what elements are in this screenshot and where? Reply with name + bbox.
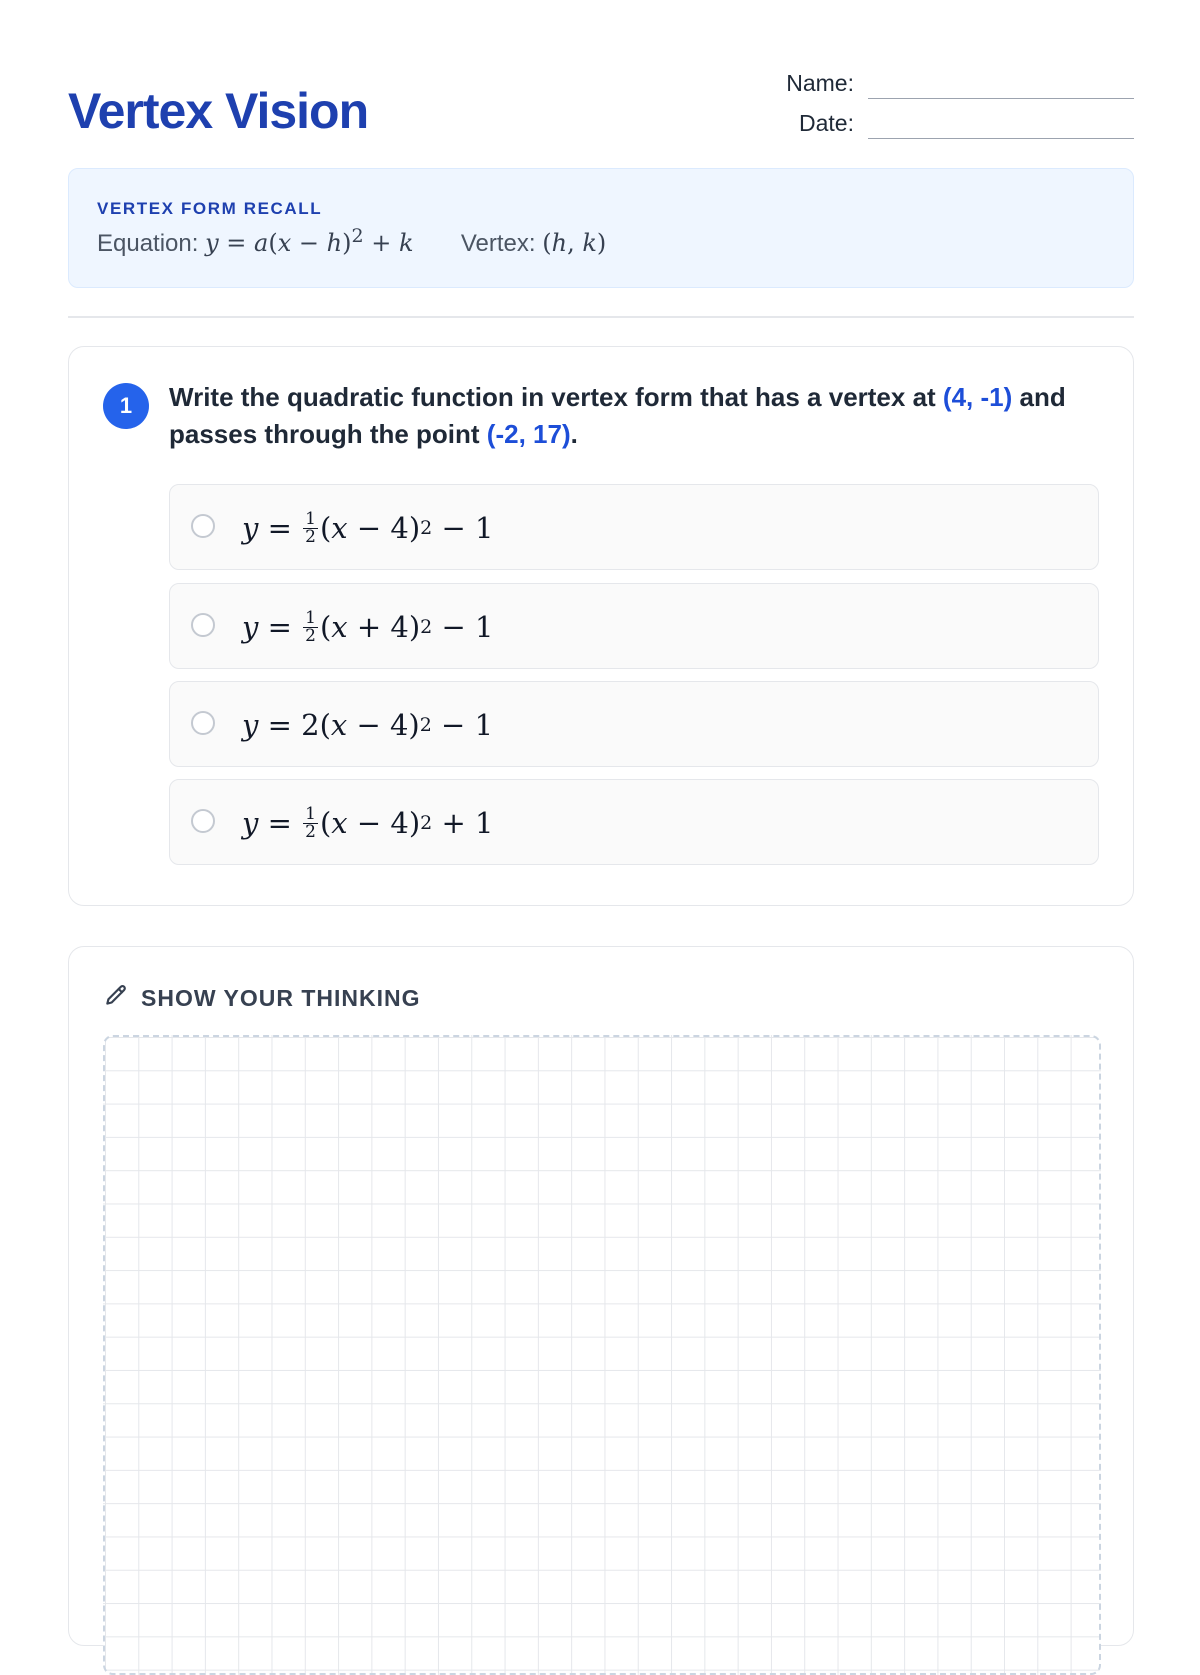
date-label: Date: bbox=[799, 110, 854, 136]
through-point: (-2, 17) bbox=[486, 419, 571, 449]
question-text: Write the quadratic function in vertex form that has a vertex at (4, -1) and passes through the point (-2, 17). bbox=[169, 382, 1066, 449]
section-divider bbox=[68, 316, 1134, 318]
radio-button[interactable] bbox=[191, 514, 215, 538]
answer-option-a[interactable] bbox=[169, 484, 1099, 570]
worksheet-page bbox=[68, 0, 1134, 1011]
pencil-icon bbox=[103, 983, 129, 1014]
name-label: Name: bbox=[786, 70, 854, 96]
question-card bbox=[68, 346, 1134, 906]
option-label: y = $\frac{1}{2}$ ( x − 4) 2 + 1 bbox=[242, 803, 494, 842]
radio-button[interactable] bbox=[191, 711, 215, 735]
vertex-form-recall-box bbox=[68, 168, 1134, 288]
radio-button[interactable] bbox=[191, 809, 215, 833]
thinking-header bbox=[103, 983, 421, 1013]
vertex-label: Vertex: bbox=[460, 230, 536, 257]
show-your-thinking-card bbox=[68, 946, 1134, 1646]
scratch-work-grid[interactable] bbox=[103, 1035, 1101, 1675]
radio-button[interactable] bbox=[191, 613, 215, 637]
question-number-badge: 1 bbox=[103, 383, 149, 429]
date-field-row bbox=[774, 106, 1134, 146]
page-title: Vertex Vision bbox=[68, 83, 369, 139]
student-fields bbox=[774, 66, 1134, 146]
vertex-expression: (h, k) bbox=[542, 229, 607, 257]
answer-option-c[interactable] bbox=[169, 681, 1099, 767]
answer-option-d[interactable] bbox=[169, 779, 1099, 865]
recall-heading: VERTEX FORM RECALL bbox=[97, 199, 323, 218]
answer-option-b[interactable] bbox=[169, 583, 1099, 669]
vertex-point: (4, -1) bbox=[942, 382, 1013, 412]
recall-formulas bbox=[97, 225, 607, 258]
date-field[interactable] bbox=[868, 138, 1134, 139]
equation-label: Equation: bbox=[97, 230, 199, 257]
option-label: y = 2( x − 4) 2 − 1 bbox=[242, 708, 494, 742]
name-field[interactable] bbox=[868, 98, 1134, 99]
name-field-row bbox=[774, 66, 1134, 106]
option-label: y = $\frac{1}{2}$ ( x − 4) 2 − 1 bbox=[242, 508, 494, 547]
vertex-form-equation: $y = a(x - h)^2 + k$ bbox=[205, 225, 414, 257]
thinking-title: SHOW YOUR THINKING bbox=[141, 984, 421, 1011]
header bbox=[68, 0, 1134, 168]
option-label: y = $\frac{1}{2}$ ( x + 4) 2 − 1 bbox=[242, 607, 494, 646]
